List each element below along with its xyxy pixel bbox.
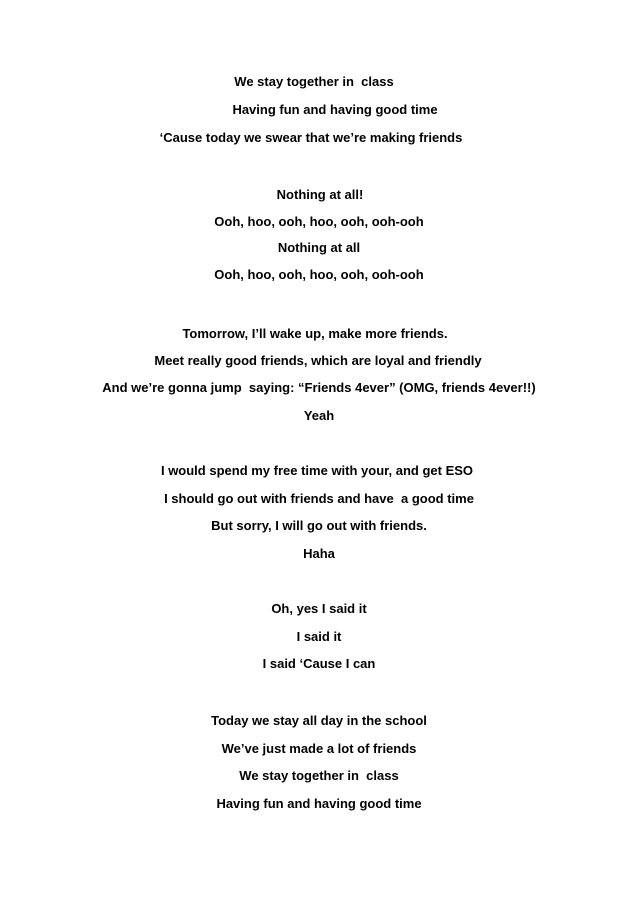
lyric-line: ‘Cause today we swear that we’re making friends [159,130,463,145]
lyric-line: I should go out with friends and have a good time [164,491,474,506]
lyric-line: Today we stay all day in the school [211,713,427,728]
lyric-line: And we’re gonna jump saying: “Friends 4ever” (OMG, friends 4ever!!) [102,380,536,395]
lyric-line: We stay together in class [239,768,399,783]
lyric-line: I would spend my free time with your, and get ESO [160,463,474,478]
lyric-line: I said ‘Cause I can [262,656,376,671]
lyric-line: But sorry, I will go out with friends. [211,518,427,533]
lyric-line: Ooh, hoo, ooh, hoo, ooh, ooh-ooh [214,214,424,229]
lyric-line: Ooh, hoo, ooh, hoo, ooh, ooh-ooh [214,267,424,282]
lyric-line: Nothing at all! [276,187,364,202]
lyric-line: We stay together in class [234,74,394,89]
lyric-line: Having fun and having good time [232,102,438,117]
lyric-line: Meet really good friends, which are loyal and friendly [154,353,482,368]
lyric-line: We’ve just made a lot of friends [221,741,417,756]
lyric-line: I said it [296,629,342,644]
lyric-line: Tomorrow, I’ll wake up, make more friends. [182,326,448,341]
lyric-line: Nothing at all [277,240,361,255]
lyric-line: Having fun and having good time [216,796,422,811]
lyric-line: Oh, yes I said it [271,601,367,616]
lyric-line: Yeah [303,408,335,423]
lyric-line: Haha [303,546,335,561]
